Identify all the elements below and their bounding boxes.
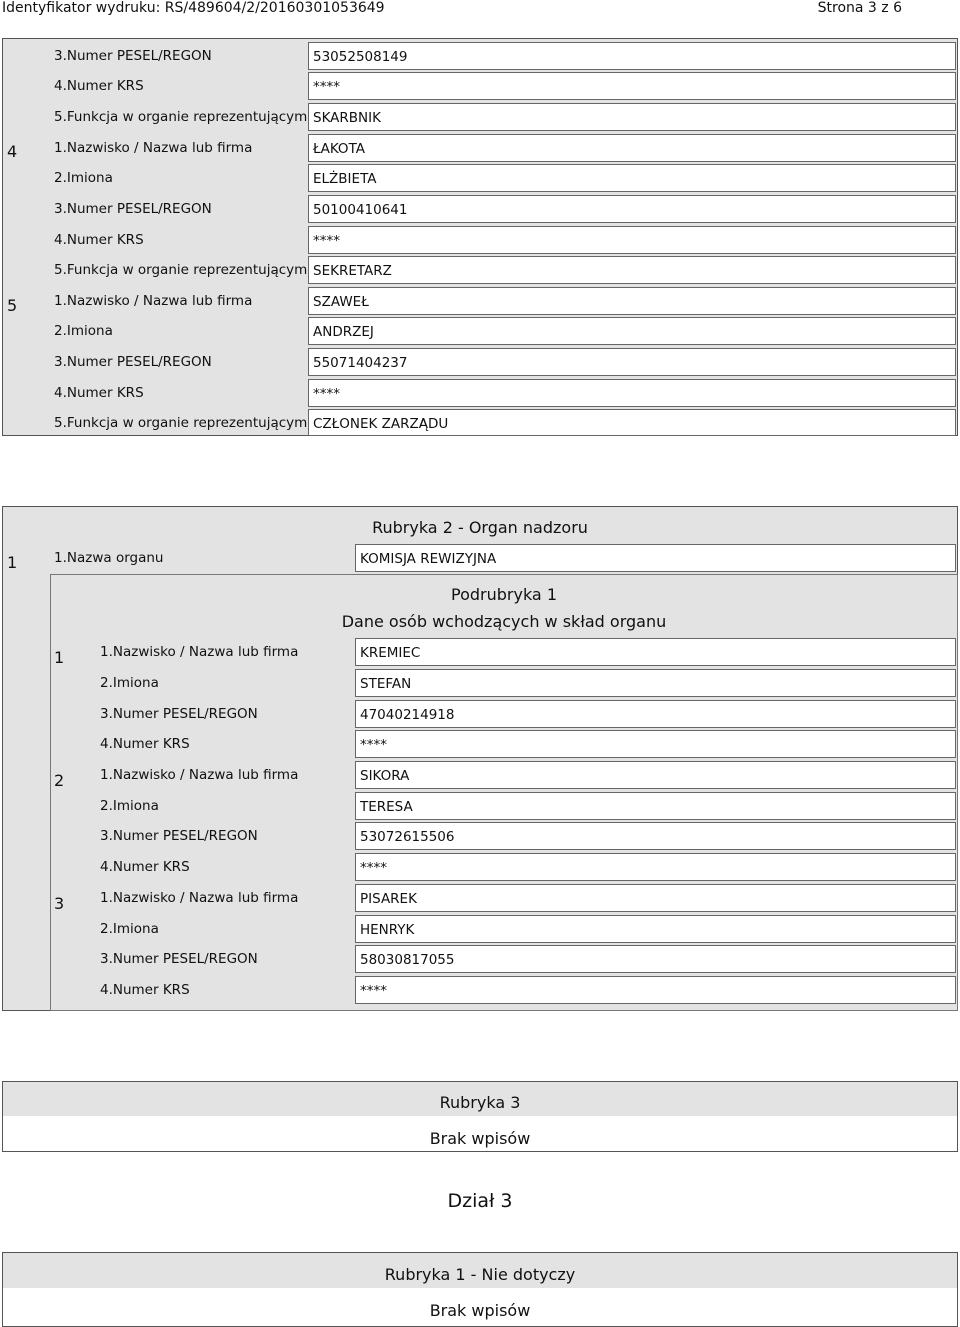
row-value: 53072615506: [355, 822, 956, 850]
row-value: ****: [355, 730, 956, 758]
rubryka2-number: 1: [7, 553, 18, 572]
row-label: 3.Numer PESEL/REGON: [54, 201, 212, 217]
row-label: 1.Nazwisko / Nazwa lub firma: [100, 644, 299, 660]
row-label: 2.Imiona: [100, 921, 159, 937]
row-label: 5.Funkcja w organie reprezentującym: [54, 262, 308, 278]
row-value: ELŻBIETA: [308, 164, 956, 192]
podrubryka-title: Podrubryka 1: [451, 585, 557, 604]
row-label: 4.Numer KRS: [100, 736, 190, 752]
row-value: ****: [308, 226, 956, 254]
row-value: 50100410641: [308, 195, 956, 223]
row-label: 4.Numer KRS: [54, 385, 144, 401]
rubryka2-title: Rubryka 2 - Organ nadzoru: [372, 518, 588, 537]
organ-value: KOMISJA REWIZYJNA: [355, 544, 956, 572]
row-label: 5.Funkcja w organie reprezentującym: [54, 109, 308, 125]
row-label: 3.Numer PESEL/REGON: [54, 48, 212, 64]
row-value: 58030817055: [355, 945, 956, 973]
row-label: 3.Numer PESEL/REGON: [54, 354, 212, 370]
row-value: 47040214918: [355, 700, 956, 728]
rubryka3-title: Rubryka 3: [439, 1093, 521, 1112]
row-label: 4.Numer KRS: [100, 859, 190, 875]
row-label: 2.Imiona: [100, 798, 159, 814]
row-value: PISAREK: [355, 884, 956, 912]
row-value: SIKORA: [355, 761, 956, 789]
row-label: 1.Nazwisko / Nazwa lub firma: [100, 890, 299, 906]
row-label: 1.Nazwisko / Nazwa lub firma: [100, 767, 299, 783]
person-number: 4: [7, 142, 18, 161]
podrubryka-subtitle: Dane osób wchodzących w skład organu: [341, 612, 667, 631]
row-label: 3.Numer PESEL/REGON: [100, 706, 258, 722]
row-value: KREMIEC: [355, 638, 956, 666]
row-value: TERESA: [355, 792, 956, 820]
row-label: 1.Nazwisko / Nazwa lub firma: [54, 140, 253, 156]
row-value: SEKRETARZ: [308, 256, 956, 284]
row-value: ****: [308, 72, 956, 100]
row-label: 2.Imiona: [54, 323, 113, 339]
organ-label: 1.Nazwa organu: [54, 550, 164, 566]
row-label: 3.Numer PESEL/REGON: [100, 828, 258, 844]
page-number: Strona 3 z 6: [817, 0, 902, 16]
rubryka1-body: Brak wpisów: [429, 1301, 531, 1320]
row-value: 53052508149: [308, 42, 956, 70]
row-value: ŁAKOTA: [308, 134, 956, 162]
row-label: 1.Nazwisko / Nazwa lub firma: [54, 293, 253, 309]
row-value: 55071404237: [308, 348, 956, 376]
person-number: 2: [54, 771, 65, 790]
row-label: 4.Numer KRS: [54, 78, 144, 94]
row-label: 4.Numer KRS: [100, 982, 190, 998]
row-label: 2.Imiona: [54, 170, 113, 186]
row-value: SKARBNIK: [308, 103, 956, 131]
print-identifier: Identyfikator wydruku: RS/489604/2/20160301053649: [2, 0, 385, 16]
person-number: 1: [54, 648, 65, 667]
row-label: 2.Imiona: [100, 675, 159, 691]
row-value: ANDRZEJ: [308, 317, 956, 345]
dzial3-title: Dział 3: [447, 1190, 513, 1212]
person-number: 3: [54, 894, 65, 913]
row-value: ****: [355, 853, 956, 881]
row-label: 4.Numer KRS: [54, 232, 144, 248]
row-value: CZŁONEK ZARZĄDU: [308, 409, 956, 436]
rubryka3-body: Brak wpisów: [429, 1129, 531, 1148]
rubryka1-title: Rubryka 1 - Nie dotyczy: [384, 1265, 576, 1284]
person-number: 5: [7, 296, 18, 315]
row-label: 5.Funkcja w organie reprezentującym: [54, 415, 308, 431]
row-value: STEFAN: [355, 669, 956, 697]
row-value: ****: [308, 379, 956, 407]
row-value: ****: [355, 976, 956, 1004]
row-value: HENRYK: [355, 915, 956, 943]
row-value: SZAWEŁ: [308, 287, 956, 315]
row-label: 3.Numer PESEL/REGON: [100, 951, 258, 967]
